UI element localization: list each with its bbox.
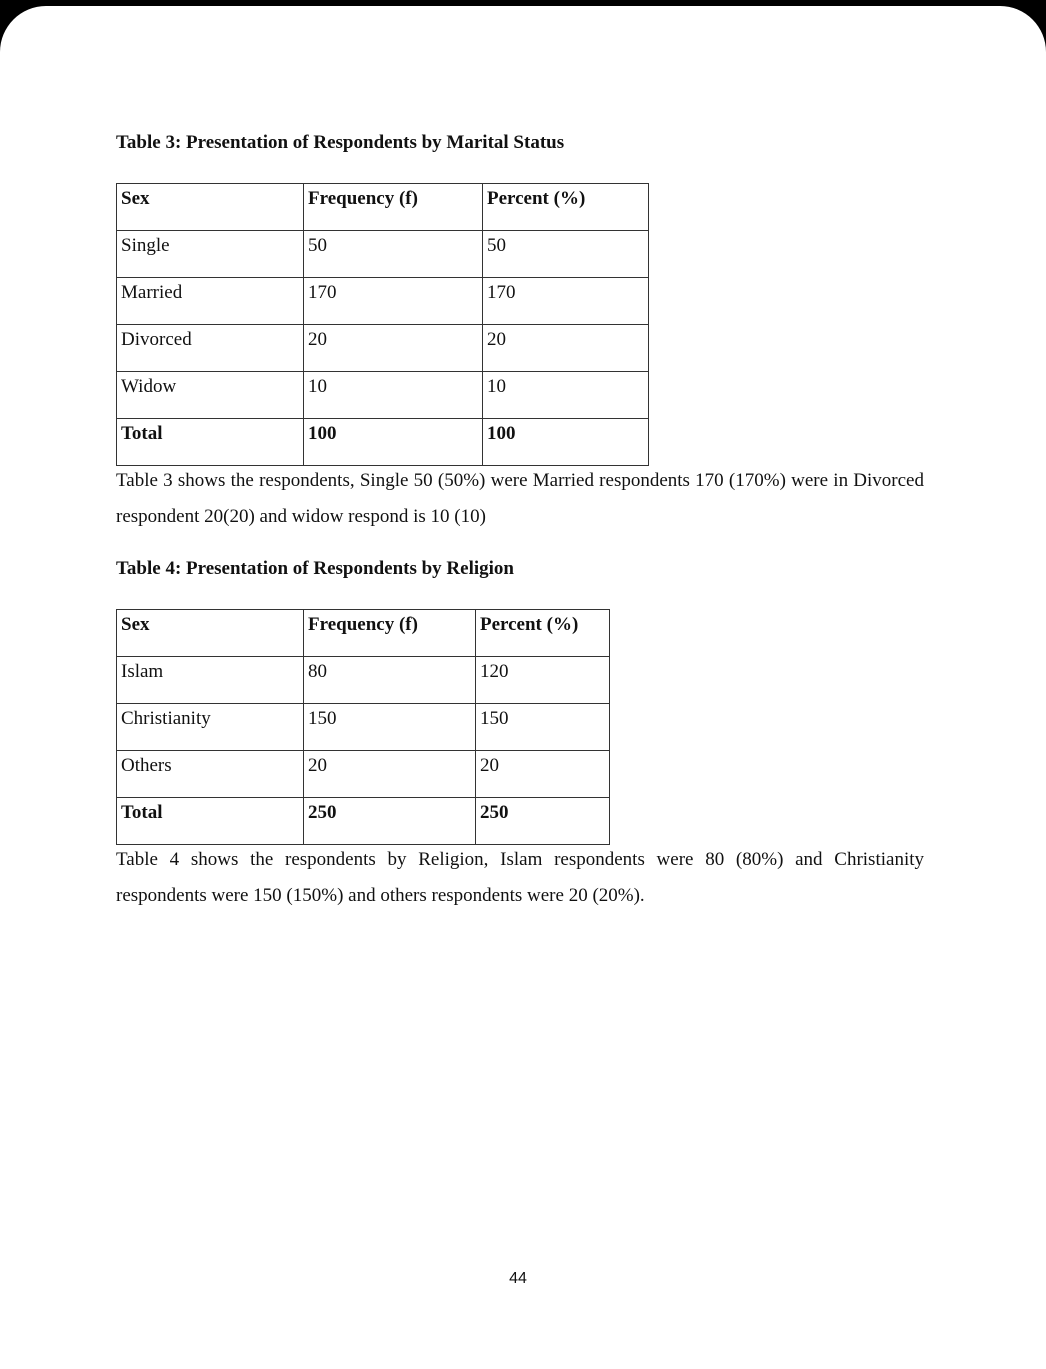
- table-row: [117, 325, 649, 372]
- table-cell: 50: [304, 231, 483, 278]
- table-cell: 150: [476, 704, 610, 751]
- table-cell: Widow: [117, 372, 304, 419]
- table4-caption: Table 4: Presentation of Respondents by Religion: [116, 558, 514, 579]
- page-number: 44: [509, 1270, 527, 1287]
- table3-caption: Table 3: Presentation of Respondents by Marital Status: [116, 132, 565, 153]
- table-cell: 80: [304, 657, 476, 704]
- table-cell: 10: [483, 372, 649, 419]
- table-cell: 250: [476, 798, 610, 845]
- table-cell: Married: [117, 278, 304, 325]
- table3-description: Table 3 shows the respondents, Single 50 (50%) were Married respondents 170 (170%) were in Divorced respondent 20(20) and widow respond is 10 (10): [116, 470, 924, 527]
- table-cell: Others: [117, 751, 304, 798]
- table-cell: Christianity: [117, 704, 304, 751]
- table-cell: 150: [304, 704, 476, 751]
- table-cell: Islam: [117, 657, 304, 704]
- table-cell: 20: [304, 325, 483, 372]
- table-cell: Total: [117, 419, 304, 466]
- table-header-row: [117, 184, 649, 231]
- table-cell: 20: [483, 325, 649, 372]
- table-cell: 120: [476, 657, 610, 704]
- table-total-row: [117, 419, 649, 466]
- table-row: [117, 278, 649, 325]
- document-page: [0, 6, 1046, 1369]
- table-total-row: [117, 798, 610, 845]
- table4-religion: [116, 609, 610, 845]
- table-row: [117, 657, 610, 704]
- table-cell: 250: [304, 798, 476, 845]
- table-cell: 100: [304, 419, 483, 466]
- table-header-row: [117, 610, 610, 657]
- column-header: Percent (%): [476, 610, 610, 657]
- table-row: [117, 704, 610, 751]
- column-header: Frequency (f): [304, 610, 476, 657]
- column-header: Frequency (f): [304, 184, 483, 231]
- column-header: Percent (%): [483, 184, 649, 231]
- table-cell: Divorced: [117, 325, 304, 372]
- table-row: [117, 372, 649, 419]
- table-cell: 170: [304, 278, 483, 325]
- table-cell: 20: [304, 751, 476, 798]
- table-row: [117, 231, 649, 278]
- table-cell: 100: [483, 419, 649, 466]
- table-cell: Single: [117, 231, 304, 278]
- table3-marital-status: [116, 183, 649, 466]
- table-cell: 170: [483, 278, 649, 325]
- table-cell: 20: [476, 751, 610, 798]
- table-row: [117, 751, 610, 798]
- table-cell: 50: [483, 231, 649, 278]
- table4-description: Table 4 shows the respondents by Religion, Islam respondents were 80 (80%) and Christianity respondents were 150 (150%) and others respondents were 20 (20%).: [116, 849, 924, 906]
- column-header: Sex: [117, 610, 304, 657]
- table-cell: Total: [117, 798, 304, 845]
- column-header: Sex: [117, 184, 304, 231]
- table-cell: 10: [304, 372, 483, 419]
